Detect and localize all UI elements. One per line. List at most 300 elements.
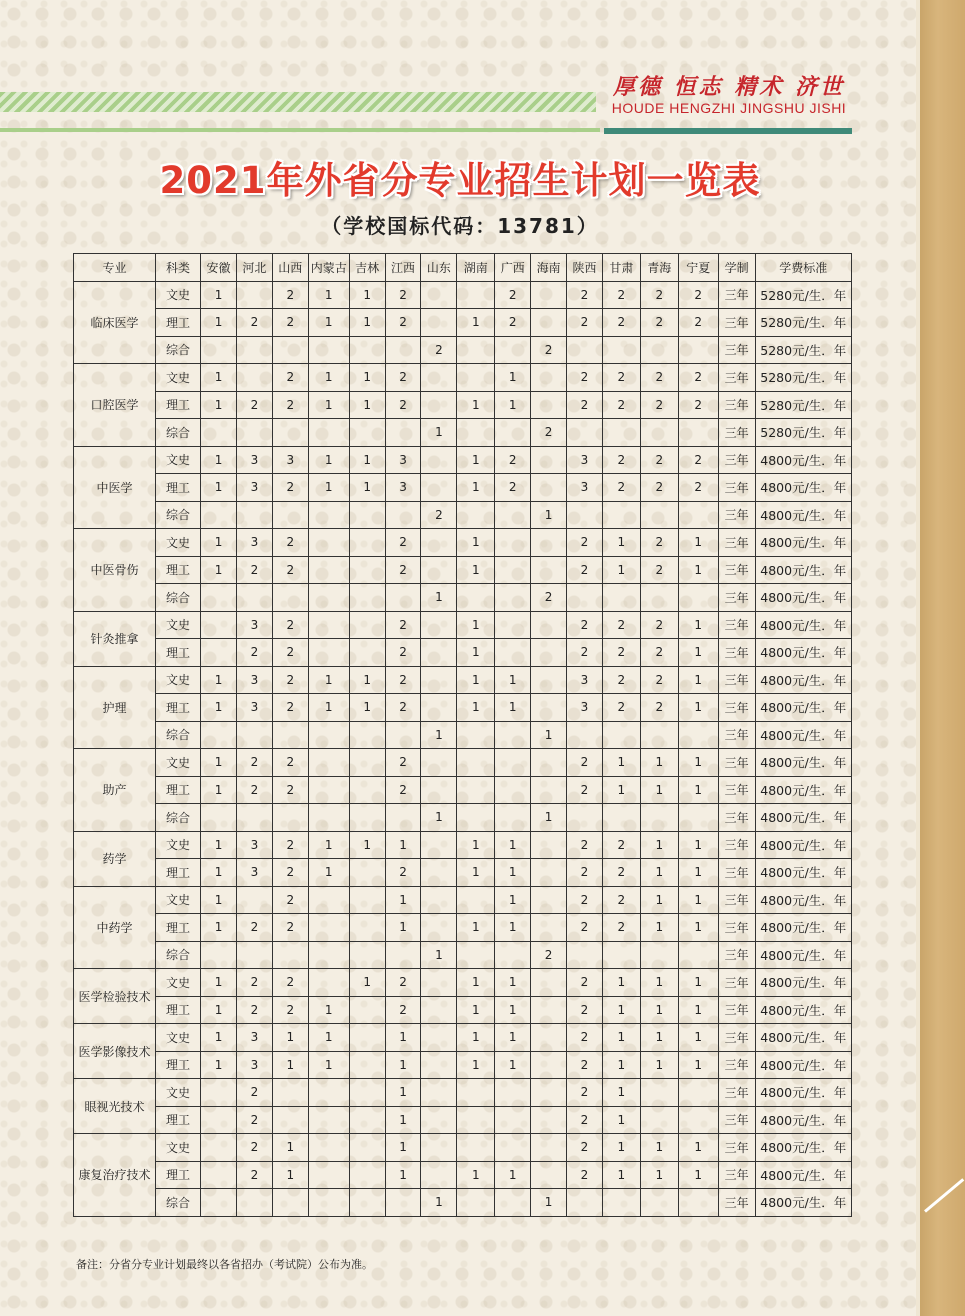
category-cell: 文史	[156, 1079, 201, 1107]
quota-cell: 2	[640, 694, 678, 722]
quota-cell: 2	[272, 776, 308, 804]
tuition-cell: 4800元/生．年	[755, 996, 851, 1024]
quota-cell: 1	[308, 859, 349, 887]
quota-cell: 1	[495, 1024, 531, 1052]
quota-cell: 2	[602, 831, 640, 859]
quota-cell	[201, 1106, 237, 1134]
quota-cell: 2	[567, 1051, 603, 1079]
quota-cell	[201, 501, 237, 529]
quota-cell: 1	[495, 914, 531, 942]
quota-cell: 2	[272, 914, 308, 942]
quota-cell: 2	[495, 474, 531, 502]
quota-cell: 3	[567, 694, 603, 722]
quota-cell: 1	[678, 556, 718, 584]
table-row	[74, 474, 852, 502]
quota-cell	[640, 804, 678, 832]
quota-cell: 2	[272, 474, 308, 502]
quota-cell	[272, 1189, 308, 1217]
quota-cell: 2	[567, 281, 603, 309]
quota-cell: 2	[678, 309, 718, 337]
table-row	[74, 446, 852, 474]
quota-cell	[640, 1079, 678, 1107]
quota-cell	[236, 281, 272, 309]
quota-cell	[201, 804, 237, 832]
quota-cell: 2	[272, 529, 308, 557]
quota-cell	[349, 1024, 385, 1052]
table-row	[74, 1189, 852, 1217]
duration-cell: 三年	[718, 1106, 755, 1134]
quota-cell	[457, 281, 495, 309]
quota-cell: 1	[602, 1161, 640, 1189]
quota-cell	[308, 1189, 349, 1217]
category-cell: 文史	[156, 666, 201, 694]
quota-cell: 2	[531, 336, 567, 364]
quota-cell: 1	[457, 611, 495, 639]
quota-cell: 2	[567, 1161, 603, 1189]
quota-cell: 2	[567, 556, 603, 584]
quota-cell	[236, 721, 272, 749]
quota-cell: 1	[602, 556, 640, 584]
decorative-teal-line	[604, 128, 852, 134]
tuition-cell: 4800元/生．年	[755, 969, 851, 997]
quota-cell	[495, 419, 531, 447]
quota-cell: 1	[640, 859, 678, 887]
duration-cell: 三年	[718, 1024, 755, 1052]
quota-cell: 1	[201, 281, 237, 309]
tuition-cell: 4800元/生．年	[755, 941, 851, 969]
quota-cell	[385, 721, 421, 749]
quota-cell	[421, 1079, 457, 1107]
quota-cell	[349, 501, 385, 529]
quota-cell: 2	[678, 474, 718, 502]
quota-cell	[201, 611, 237, 639]
quota-cell: 1	[308, 309, 349, 337]
column-header: 海南	[531, 254, 567, 282]
quota-cell	[531, 1079, 567, 1107]
quota-cell	[236, 584, 272, 612]
quota-cell: 1	[678, 859, 718, 887]
column-header: 内蒙古	[308, 254, 349, 282]
table-row	[74, 914, 852, 942]
quota-cell	[421, 391, 457, 419]
column-header: 山西	[272, 254, 308, 282]
quota-cell: 1	[602, 1051, 640, 1079]
quota-cell: 1	[385, 1024, 421, 1052]
quota-cell: 1	[308, 281, 349, 309]
quota-cell	[349, 996, 385, 1024]
quota-cell	[349, 556, 385, 584]
quota-cell: 2	[385, 556, 421, 584]
tuition-cell: 4800元/生．年	[755, 1161, 851, 1189]
quota-cell: 1	[385, 1106, 421, 1134]
quota-cell: 2	[567, 886, 603, 914]
quota-cell: 2	[602, 639, 640, 667]
quota-cell: 1	[308, 996, 349, 1024]
quota-cell	[236, 419, 272, 447]
quota-cell: 1	[385, 1161, 421, 1189]
quota-cell	[308, 1161, 349, 1189]
quota-cell: 2	[495, 309, 531, 337]
quota-cell	[495, 1079, 531, 1107]
quota-cell	[457, 336, 495, 364]
quota-cell	[236, 364, 272, 392]
quota-cell: 1	[457, 639, 495, 667]
quota-cell: 1	[201, 776, 237, 804]
quota-cell: 1	[349, 666, 385, 694]
category-cell: 文史	[156, 1024, 201, 1052]
quota-cell	[349, 804, 385, 832]
quota-cell: 2	[385, 281, 421, 309]
quota-cell	[531, 529, 567, 557]
quota-cell: 2	[272, 364, 308, 392]
quota-cell	[567, 1189, 603, 1217]
kraft-paper-border	[920, 0, 965, 1316]
school-motto-pinyin: HOUDE HENGZHI JINGSHU JISHI	[611, 100, 847, 116]
table-row	[74, 419, 852, 447]
quota-cell: 2	[385, 694, 421, 722]
quota-cell: 2	[272, 831, 308, 859]
major-name-cell: 助产	[74, 749, 156, 832]
quota-cell: 2	[272, 749, 308, 777]
quota-cell: 1	[602, 749, 640, 777]
quota-cell: 1	[272, 1134, 308, 1162]
quota-cell	[272, 721, 308, 749]
quota-cell	[272, 336, 308, 364]
quota-cell: 1	[678, 831, 718, 859]
quota-cell	[308, 749, 349, 777]
quota-cell	[457, 804, 495, 832]
quota-cell: 2	[236, 309, 272, 337]
quota-cell	[308, 501, 349, 529]
quota-cell: 3	[236, 446, 272, 474]
duration-cell: 三年	[718, 391, 755, 419]
table-row	[74, 776, 852, 804]
tuition-cell: 4800元/生．年	[755, 474, 851, 502]
major-name-cell: 临床医学	[74, 281, 156, 364]
quota-cell	[421, 1161, 457, 1189]
column-header: 安徽	[201, 254, 237, 282]
quota-cell	[272, 941, 308, 969]
table-row	[74, 281, 852, 309]
quota-cell	[236, 501, 272, 529]
quota-cell: 2	[640, 529, 678, 557]
quota-cell: 1	[531, 1189, 567, 1217]
quota-cell: 1	[349, 391, 385, 419]
quota-cell: 2	[567, 1134, 603, 1162]
quota-cell: 2	[567, 1079, 603, 1107]
quota-cell	[531, 666, 567, 694]
quota-cell: 1	[678, 529, 718, 557]
quota-cell: 1	[308, 694, 349, 722]
quota-cell: 1	[495, 1161, 531, 1189]
quota-cell	[640, 721, 678, 749]
quota-cell: 1	[308, 364, 349, 392]
quota-cell: 2	[385, 969, 421, 997]
quota-cell: 2	[272, 666, 308, 694]
quota-cell	[421, 914, 457, 942]
duration-cell: 三年	[718, 914, 755, 942]
duration-cell: 三年	[718, 859, 755, 887]
quota-cell	[567, 941, 603, 969]
table-row	[74, 309, 852, 337]
quota-cell: 2	[272, 886, 308, 914]
quota-cell	[531, 446, 567, 474]
quota-cell: 1	[678, 749, 718, 777]
quota-cell	[308, 721, 349, 749]
quota-cell: 1	[201, 474, 237, 502]
quota-cell: 3	[236, 1051, 272, 1079]
quota-cell: 2	[272, 859, 308, 887]
quota-cell	[495, 776, 531, 804]
major-name-cell: 医学检验技术	[74, 969, 156, 1024]
tuition-cell: 5280元/生．年	[755, 391, 851, 419]
quota-cell: 1	[602, 1024, 640, 1052]
major-name-cell: 康复治疗技术	[74, 1134, 156, 1217]
quota-cell	[678, 336, 718, 364]
quota-cell	[495, 336, 531, 364]
quota-cell: 1	[349, 474, 385, 502]
category-cell: 文史	[156, 1134, 201, 1162]
quota-cell	[308, 556, 349, 584]
quota-cell	[531, 996, 567, 1024]
quota-cell: 1	[457, 1051, 495, 1079]
quota-cell: 1	[272, 1161, 308, 1189]
quota-cell: 1	[640, 1161, 678, 1189]
quota-cell	[457, 364, 495, 392]
quota-cell	[531, 969, 567, 997]
duration-cell: 三年	[718, 364, 755, 392]
quota-cell: 2	[640, 391, 678, 419]
major-name-cell: 中药学	[74, 886, 156, 969]
quota-cell: 1	[495, 1051, 531, 1079]
quota-cell: 1	[678, 886, 718, 914]
quota-cell: 1	[421, 1189, 457, 1217]
category-cell: 综合	[156, 1189, 201, 1217]
quota-cell: 1	[678, 1051, 718, 1079]
duration-cell: 三年	[718, 776, 755, 804]
quota-cell	[349, 914, 385, 942]
quota-cell: 2	[236, 1134, 272, 1162]
enrollment-plan-table	[73, 253, 852, 1217]
duration-cell: 三年	[718, 1079, 755, 1107]
tuition-cell: 5280元/生．年	[755, 364, 851, 392]
duration-cell: 三年	[718, 1161, 755, 1189]
quota-cell	[531, 391, 567, 419]
quota-cell	[457, 1079, 495, 1107]
table-row	[74, 859, 852, 887]
duration-cell: 三年	[718, 969, 755, 997]
quota-cell: 1	[421, 941, 457, 969]
quota-cell: 1	[602, 996, 640, 1024]
quota-cell	[349, 611, 385, 639]
duration-cell: 三年	[718, 941, 755, 969]
quota-cell: 2	[236, 1161, 272, 1189]
quota-cell: 1	[201, 446, 237, 474]
quota-cell	[308, 529, 349, 557]
quota-cell	[495, 1106, 531, 1134]
quota-cell: 1	[457, 666, 495, 694]
quota-cell	[421, 281, 457, 309]
quota-cell: 1	[457, 474, 495, 502]
quota-cell	[602, 804, 640, 832]
quota-cell: 2	[385, 776, 421, 804]
quota-cell: 2	[567, 639, 603, 667]
quota-cell: 1	[602, 529, 640, 557]
quota-cell: 2	[567, 529, 603, 557]
tuition-cell: 4800元/生．年	[755, 886, 851, 914]
category-cell: 理工	[156, 776, 201, 804]
quota-cell: 2	[567, 364, 603, 392]
quota-cell: 1	[201, 996, 237, 1024]
quota-cell: 1	[457, 969, 495, 997]
quota-cell: 2	[385, 749, 421, 777]
quota-cell: 1	[308, 474, 349, 502]
duration-cell: 三年	[718, 639, 755, 667]
quota-cell: 1	[349, 831, 385, 859]
quota-cell: 1	[421, 419, 457, 447]
quota-cell: 2	[272, 556, 308, 584]
quota-cell: 2	[236, 391, 272, 419]
quota-cell: 1	[308, 666, 349, 694]
quota-cell	[495, 556, 531, 584]
quota-cell: 1	[495, 694, 531, 722]
table-row	[74, 611, 852, 639]
quota-cell	[421, 529, 457, 557]
category-cell: 文史	[156, 611, 201, 639]
quota-cell: 1	[308, 831, 349, 859]
quota-cell	[531, 776, 567, 804]
quota-cell	[349, 1161, 385, 1189]
quota-cell	[495, 749, 531, 777]
tuition-cell: 4800元/生．年	[755, 1106, 851, 1134]
quota-cell	[421, 364, 457, 392]
major-name-cell: 药学	[74, 831, 156, 886]
category-cell: 综合	[156, 336, 201, 364]
quota-cell: 2	[678, 446, 718, 474]
quota-cell	[421, 776, 457, 804]
quota-cell	[531, 611, 567, 639]
quota-cell: 2	[236, 639, 272, 667]
quota-cell: 2	[531, 941, 567, 969]
quota-cell	[385, 804, 421, 832]
quota-cell	[421, 1024, 457, 1052]
quota-cell	[201, 1134, 237, 1162]
quota-cell: 1	[349, 281, 385, 309]
quota-cell: 2	[236, 914, 272, 942]
quota-cell	[421, 694, 457, 722]
quota-cell: 1	[457, 914, 495, 942]
quota-cell: 1	[349, 446, 385, 474]
quota-cell: 1	[308, 391, 349, 419]
quota-cell: 2	[272, 694, 308, 722]
quota-cell	[678, 941, 718, 969]
quota-cell	[602, 721, 640, 749]
quota-cell: 1	[385, 886, 421, 914]
quota-cell: 2	[567, 969, 603, 997]
quota-cell	[421, 474, 457, 502]
duration-cell: 三年	[718, 749, 755, 777]
category-cell: 理工	[156, 474, 201, 502]
quota-cell: 1	[201, 391, 237, 419]
quota-cell	[567, 584, 603, 612]
major-name-cell: 中医骨伤	[74, 529, 156, 612]
category-cell: 理工	[156, 309, 201, 337]
quota-cell	[602, 501, 640, 529]
quota-cell: 1	[640, 776, 678, 804]
quota-cell: 2	[385, 364, 421, 392]
quota-cell	[567, 336, 603, 364]
quota-cell: 1	[349, 694, 385, 722]
quota-cell	[349, 1189, 385, 1217]
column-header: 甘肃	[602, 254, 640, 282]
quota-cell: 2	[567, 1106, 603, 1134]
quota-cell: 2	[385, 309, 421, 337]
quota-cell	[531, 364, 567, 392]
quota-cell	[421, 1051, 457, 1079]
duration-cell: 三年	[718, 1189, 755, 1217]
quota-cell	[678, 1189, 718, 1217]
quota-cell: 1	[678, 914, 718, 942]
duration-cell: 三年	[718, 281, 755, 309]
quota-cell: 1	[495, 886, 531, 914]
quota-cell	[602, 1189, 640, 1217]
quota-cell: 2	[236, 969, 272, 997]
category-cell: 综合	[156, 941, 201, 969]
category-cell: 理工	[156, 694, 201, 722]
table-row	[74, 749, 852, 777]
quota-cell: 1	[678, 639, 718, 667]
quota-cell	[421, 969, 457, 997]
duration-cell: 三年	[718, 556, 755, 584]
quota-cell	[308, 1134, 349, 1162]
category-cell: 综合	[156, 804, 201, 832]
decorative-green-line	[0, 128, 600, 132]
quota-cell	[272, 584, 308, 612]
quota-cell: 2	[567, 996, 603, 1024]
quota-cell	[531, 1024, 567, 1052]
quota-cell: 1	[602, 969, 640, 997]
quota-cell: 1	[201, 749, 237, 777]
quota-cell: 1	[640, 969, 678, 997]
quota-cell	[201, 584, 237, 612]
quota-cell	[349, 1134, 385, 1162]
tuition-cell: 4800元/生．年	[755, 1024, 851, 1052]
quota-cell: 2	[567, 749, 603, 777]
tuition-cell: 4800元/生．年	[755, 749, 851, 777]
quota-cell: 2	[678, 391, 718, 419]
quota-cell: 2	[602, 474, 640, 502]
quota-cell	[640, 941, 678, 969]
quota-cell	[308, 969, 349, 997]
quota-cell	[349, 336, 385, 364]
quota-cell	[495, 1134, 531, 1162]
quota-cell: 3	[236, 831, 272, 859]
quota-cell	[457, 419, 495, 447]
major-name-cell: 中医学	[74, 446, 156, 529]
tuition-cell: 4800元/生．年	[755, 1051, 851, 1079]
quota-cell: 1	[678, 969, 718, 997]
quota-cell: 1	[308, 446, 349, 474]
quota-cell: 1	[421, 721, 457, 749]
quota-cell	[421, 446, 457, 474]
quota-cell	[349, 1106, 385, 1134]
category-cell: 文史	[156, 281, 201, 309]
tuition-cell: 4800元/生．年	[755, 501, 851, 529]
quota-cell	[640, 584, 678, 612]
quota-cell	[272, 501, 308, 529]
page-subtitle: （学校国标代码：13781）	[321, 214, 599, 238]
table-row	[74, 1106, 852, 1134]
